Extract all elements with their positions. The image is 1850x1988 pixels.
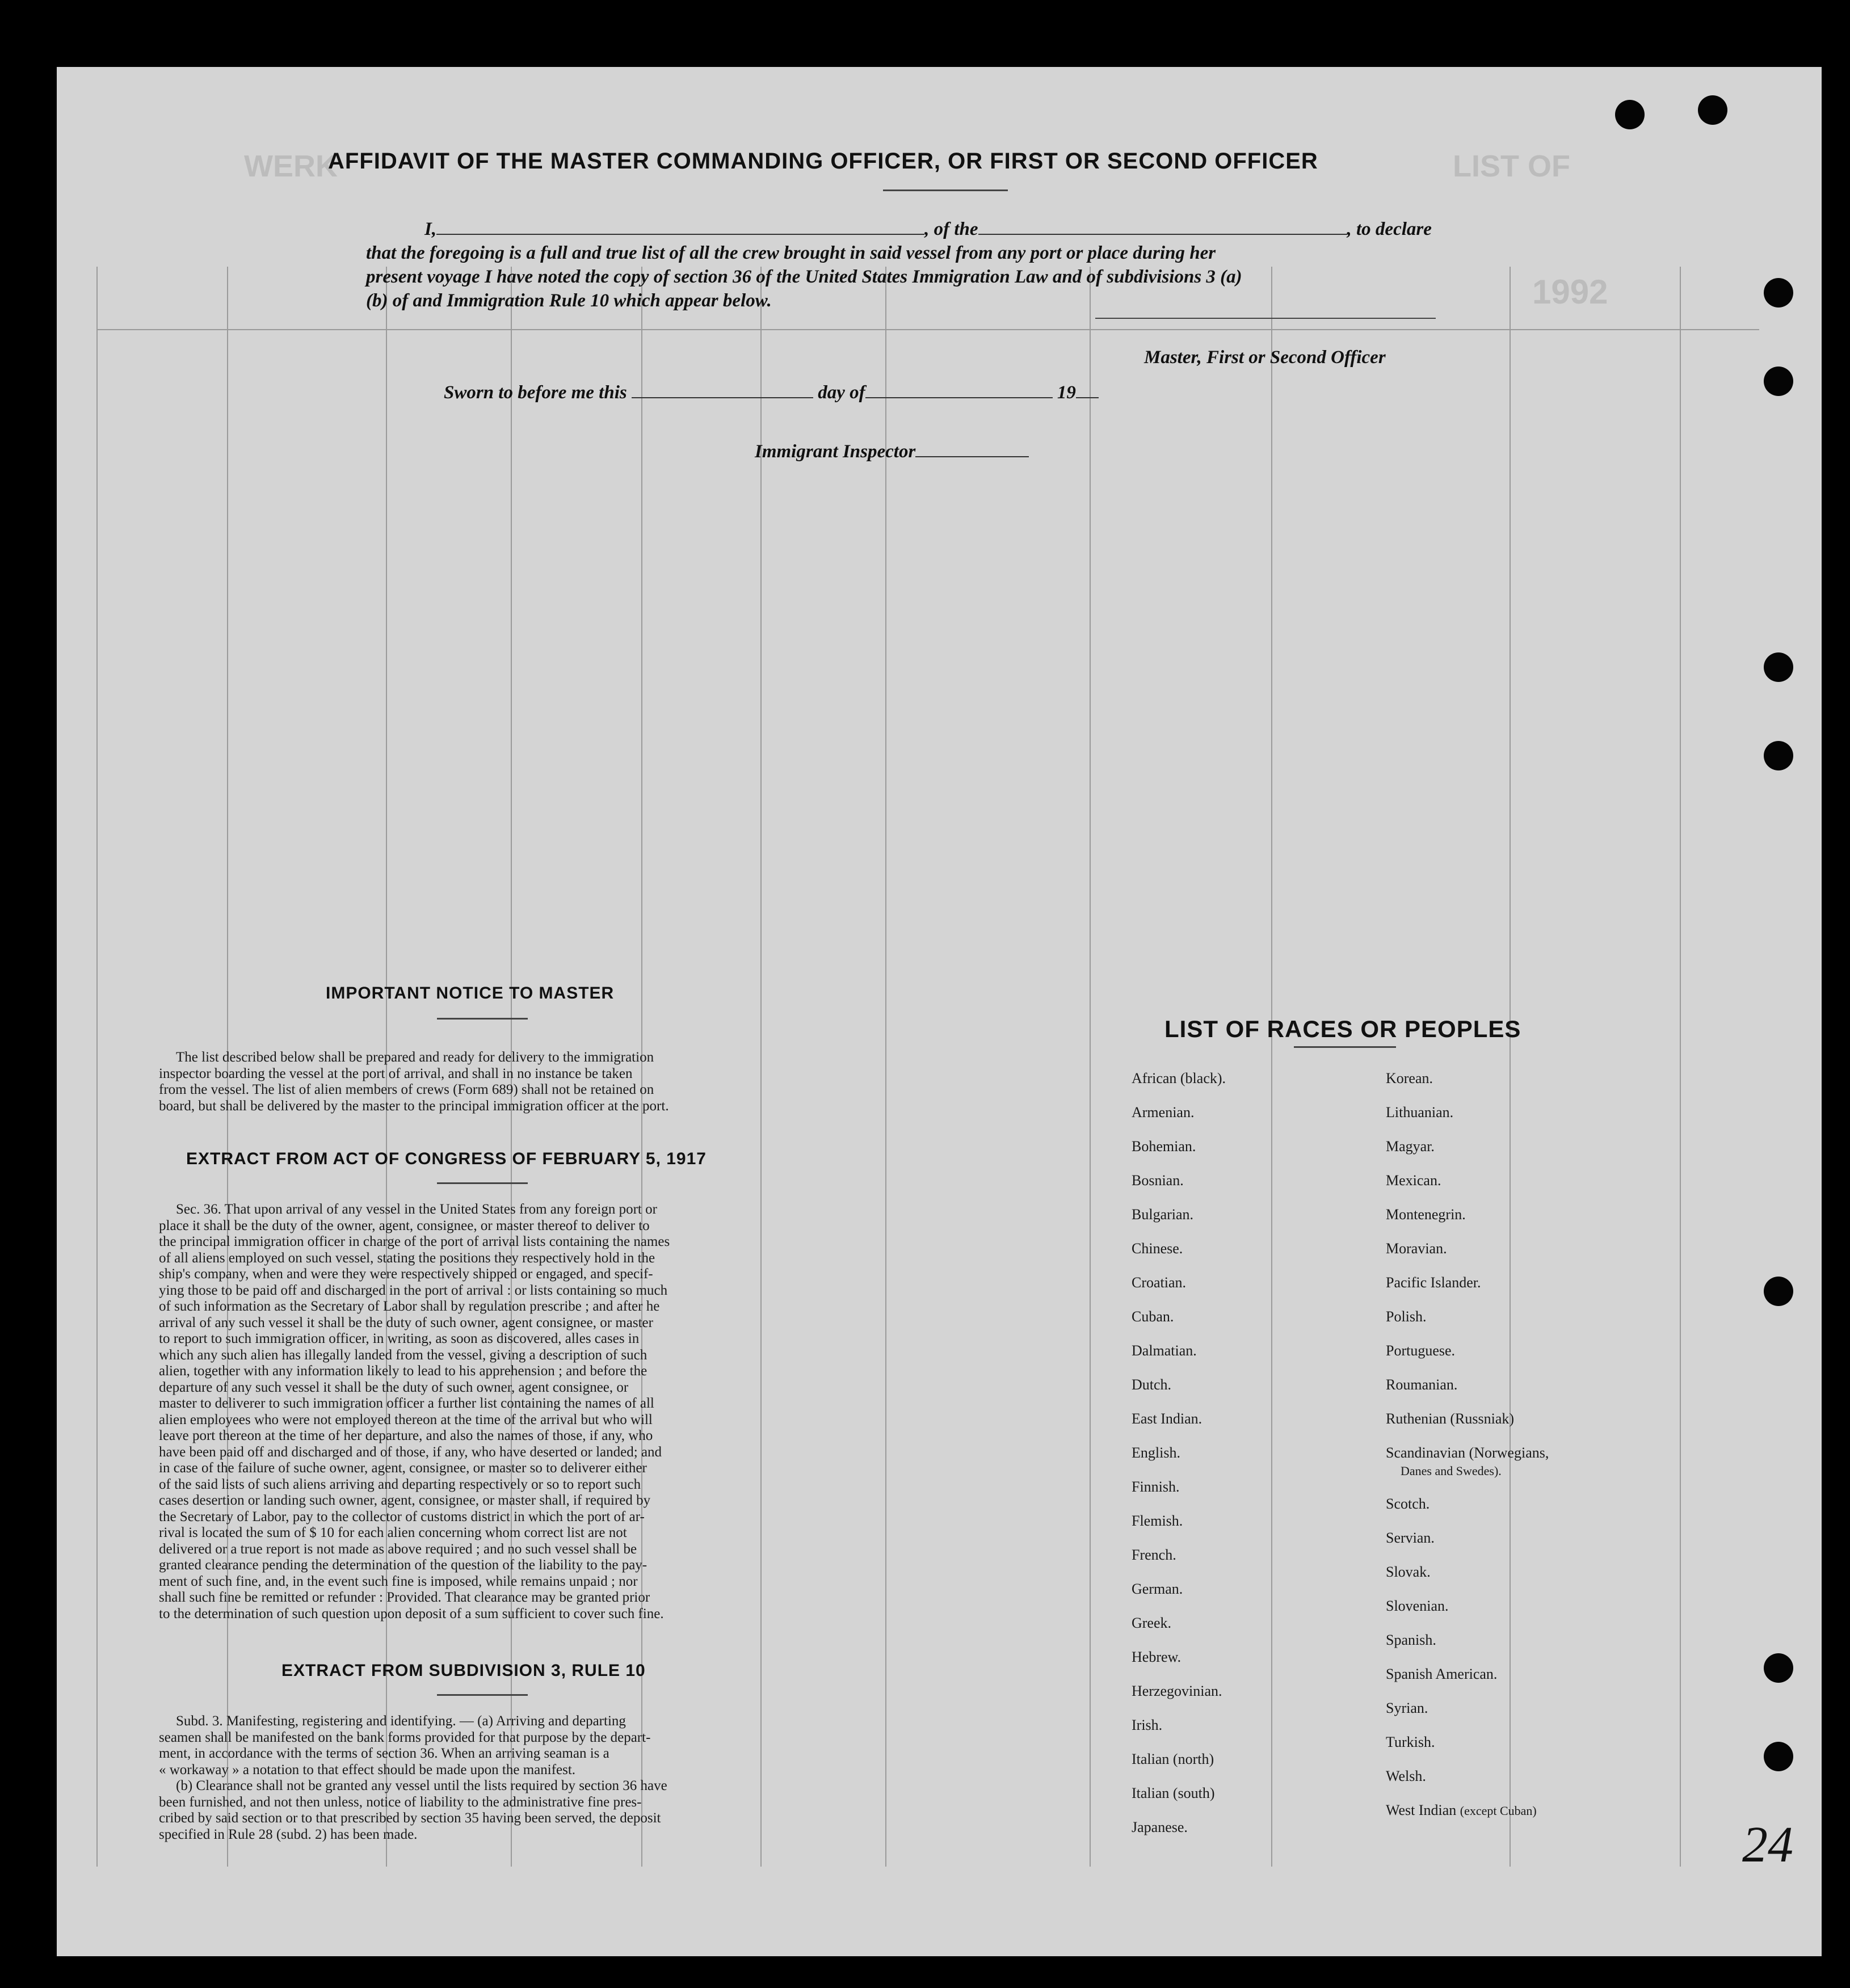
title-underline (883, 189, 1008, 191)
act-line: alien employees who were not employed thereon at the time of the arrival but who will (159, 1412, 653, 1427)
column-rule (1090, 267, 1091, 1867)
race-item: Spanish American. (1386, 1666, 1498, 1682)
notice-line: The list described below shall be prepared and ready for delivery to the immigration (176, 1050, 654, 1065)
sworn-label: Sworn to before me this (444, 382, 627, 403)
notice-body (159, 1050, 826, 1114)
column-rule (1271, 267, 1272, 1867)
act-line: shall such fine be remitted or refunder : Provided. That clearance may be granted prior (159, 1590, 650, 1605)
master-label: Master, First or Second Officer (1144, 347, 1386, 368)
race-item: Servian. (1386, 1530, 1435, 1546)
race-item: Irish. (1132, 1717, 1163, 1733)
race-item: German. (1132, 1581, 1183, 1597)
race-item: East Indian. (1132, 1410, 1203, 1427)
rule-line: specified in Rule 28 (subd. 2) has been made. (159, 1826, 418, 1842)
race-item: Polish. (1386, 1308, 1427, 1325)
act-line: of all aliens employed on such vessel, stating the positions they respectively hold in the (159, 1250, 655, 1266)
races-title: LIST OF RACES OR PEOPLES (1164, 1016, 1521, 1042)
day-blank[interactable] (632, 397, 813, 398)
act-line: leave port thereon at the time of her departure, and also the names of those, if any, who (159, 1428, 653, 1443)
notice-line: from the vessel. The list of alien members of crews (Form 689) shall not be retained on (159, 1082, 654, 1097)
vessel-blank[interactable] (978, 234, 1347, 235)
affidavit-of-the: , of the (924, 219, 978, 239)
month-blank[interactable] (865, 397, 1053, 398)
race-item: Welsh. (1386, 1768, 1426, 1784)
race-item: Montenegrin. (1386, 1206, 1466, 1223)
column-rule (96, 267, 98, 1867)
race-item: Pacific Islander. (1386, 1274, 1481, 1291)
punch-hole (1764, 741, 1793, 770)
affidavit-line-3: present voyage I have noted the copy of section 36 of the United States Immigration Law and of subdivisions 3 (a) (366, 267, 1242, 287)
punch-hole (1764, 652, 1793, 682)
race-item-label: West Indian (1386, 1802, 1457, 1818)
rule-line: « workaway » a notation to that effect should be made upon the manifest. (159, 1762, 576, 1778)
notice-underline (437, 1018, 528, 1020)
act-line: to report to such immigration officer, in writing, as soon as discovered, alles cases in (159, 1331, 640, 1346)
act-title: EXTRACT FROM ACT OF CONGRESS OF FEBRUARY 5, 1917 (186, 1149, 707, 1168)
affidavit-to-declare: , to declare (1347, 219, 1432, 239)
race-item: Ruthenian (Russniak) (1386, 1410, 1515, 1427)
act-line: Sec. 36. That upon arrival of any vessel in the United States from any foreign port or (176, 1202, 657, 1217)
punch-hole (1615, 100, 1645, 129)
rule-line: been furnished, and not then unless, notice of liability to the administrative fine pres- (159, 1794, 642, 1810)
affidavit-line-1 (424, 219, 1432, 240)
act-line: departure of any such vessel it shall be the duty of such owner, agent consignee, or (159, 1379, 629, 1395)
race-item: Flemish. (1132, 1513, 1183, 1529)
column-rule (1510, 267, 1511, 1867)
rule-line: cribed by said section or to that prescribed by section 35 having been served, the deposit (159, 1810, 661, 1826)
race-item: Cuban. (1132, 1308, 1174, 1325)
inspector-label: Immigrant Inspector (755, 441, 916, 462)
act-line: ship's company, when and were they were respectively shipped or engaged, and specif- (159, 1266, 653, 1282)
act-line: arrival of any such vessel it shall be the duty of such owner, agent consignee, or master (159, 1315, 653, 1330)
rule-line: (b) Clearance shall not be granted any vessel until the lists required by section 36 have (176, 1778, 667, 1793)
column-rule (1680, 267, 1681, 1867)
column-rule (885, 267, 886, 1867)
race-item: Hebrew. (1132, 1649, 1182, 1665)
race-item: Slovenian. (1386, 1598, 1449, 1614)
act-line: alien, together with any information likely to lead to his apprehension ; and before the (159, 1363, 648, 1379)
year-blank[interactable] (1076, 397, 1099, 398)
bleed-through-number: 1992 (1532, 273, 1608, 311)
affidavit-line-2: that the foregoing is a full and true list of all the crew brought in said vessel from any port or place during her (366, 243, 1216, 263)
bleed-through-header: WERK (244, 149, 338, 183)
punch-hole (1764, 1742, 1793, 1771)
act-body (159, 1202, 826, 1622)
race-item: Bohemian. (1132, 1138, 1196, 1155)
race-item: Chinese. (1132, 1240, 1183, 1257)
day-of-label: day of (818, 382, 865, 403)
race-item: Syrian. (1386, 1700, 1428, 1716)
rule-underline (437, 1694, 528, 1696)
race-item: Korean. (1386, 1070, 1433, 1086)
race-item: English. (1132, 1444, 1180, 1461)
act-line: place it shall be the duty of the owner, agent, consignee, or master thereof to deliver to (159, 1218, 650, 1233)
act-line: ying those to be paid off and discharged in the port of arrival : or lists containing so much (159, 1282, 668, 1298)
inspector-signature-blank[interactable] (915, 456, 1029, 457)
act-line: master to deliverer to such immigration officer a further list containing the names of all (159, 1396, 654, 1411)
affidavit-i: I, (424, 219, 437, 239)
name-blank[interactable] (436, 234, 924, 235)
punch-hole (1764, 1653, 1793, 1683)
race-item: Herzegovinian. (1132, 1683, 1222, 1699)
race-item: Dutch. (1132, 1376, 1172, 1393)
race-item: Spanish. (1386, 1632, 1436, 1648)
rule-line: seamen shall be manifested on the bank forms provided for that purpose by the depart- (159, 1729, 651, 1745)
race-item: Scandinavian (Norwegians, (1386, 1444, 1549, 1461)
act-line: granted clearance pending the determination of the question of the liability to the pay- (159, 1557, 648, 1573)
act-line: which any such alien has illegally landed from the vessel, giving a description of such (159, 1347, 648, 1363)
act-line: of the said lists of such aliens arriving and departing respectively or so to report such (159, 1476, 641, 1492)
rule-body (159, 1713, 826, 1843)
year-prefix: 19 (1057, 382, 1076, 403)
race-item: Bosnian. (1132, 1172, 1184, 1189)
race-item-note: (except Cuban) (1460, 1804, 1537, 1818)
act-line: ment of such fine, and, in the event such fine is imposed, while remains unpaid ; nor (159, 1573, 638, 1589)
act-line: rival is located the sum of $ 10 for each alien concerning whom correct list are not (159, 1525, 627, 1540)
punch-hole (1698, 95, 1727, 125)
notice-line: board, but shall be delivered by the master to the principal immigration officer at the port. (159, 1098, 669, 1114)
race-item: Mexican. (1386, 1172, 1441, 1189)
act-line: of such information as the Secretary of Labor shall by regulation prescribe ; and after he (159, 1299, 660, 1314)
race-item: Croatian. (1132, 1274, 1187, 1291)
race-item: Armenian. (1132, 1104, 1195, 1121)
sworn-line (444, 382, 1099, 403)
race-item: Japanese. (1132, 1819, 1188, 1835)
act-line: delivered or a true report is not made as above required ; and no such vessel shall be (159, 1541, 637, 1557)
punch-hole (1764, 367, 1793, 396)
race-item: Slovak. (1386, 1564, 1431, 1580)
affidavit-line-4: (b) of and Immigration Rule 10 which appear below. (366, 290, 772, 311)
race-item-continuation: Danes and Swedes). (1401, 1464, 1502, 1478)
act-underline (437, 1182, 528, 1184)
act-line: cases desertion or landing such owner, agent, consignee, or master shall, if required by (159, 1493, 651, 1508)
rule-line: Subd. 3. Manifesting, registering and identifying. — (a) Arriving and departing (176, 1713, 626, 1729)
race-item: French. (1132, 1547, 1176, 1563)
act-line: the principal immigration officer in charge of the port of arrival lists containing the names (159, 1234, 670, 1249)
page-number: 24 (1742, 1817, 1793, 1873)
race-item: Bulgarian. (1132, 1206, 1194, 1223)
header-rule (96, 329, 1759, 330)
punch-hole (1764, 278, 1793, 308)
race-item (1386, 1802, 1537, 1819)
race-item: Portuguese. (1386, 1342, 1456, 1359)
race-item: Moravian. (1386, 1240, 1447, 1257)
punch-hole (1764, 1277, 1793, 1306)
races-underline (1294, 1046, 1396, 1048)
rule-title: EXTRACT FROM SUBDIVISION 3, RULE 10 (281, 1661, 646, 1680)
race-item: Lithuanian. (1386, 1104, 1454, 1121)
race-item: Turkish. (1386, 1734, 1435, 1750)
act-line: have been paid off and discharged and of those, if any, who have deserted or landed; and (159, 1444, 662, 1460)
bleed-through-header: LIST OF (1453, 149, 1570, 183)
race-item: Finnish. (1132, 1479, 1180, 1495)
race-item: Dalmatian. (1132, 1342, 1197, 1359)
notice-title: IMPORTANT NOTICE TO MASTER (326, 984, 615, 1003)
master-signature-line (1095, 318, 1436, 319)
rule-line: ment, in accordance with the terms of section 36. When an arriving seaman is a (159, 1746, 609, 1761)
act-line: to the determination of such question upon deposit of a sum sufficient to cover such fine. (159, 1606, 664, 1621)
race-item: Greek. (1132, 1615, 1172, 1631)
race-item: Magyar. (1386, 1138, 1435, 1155)
race-item: Scotch. (1386, 1496, 1430, 1512)
race-item: Italian (south) (1132, 1785, 1215, 1801)
race-item: African (black). (1132, 1070, 1226, 1086)
inspector-line (755, 441, 1029, 462)
race-item: Italian (north) (1132, 1751, 1214, 1767)
race-item: Roumanian. (1386, 1376, 1458, 1393)
affidavit-title: AFFIDAVIT OF THE MASTER COMMANDING OFFICER, OR FIRST OR SECOND OFFICER (328, 149, 1318, 174)
act-line: in case of the failure of suche owner, agent, consignee, or master so to deliverer either (159, 1460, 647, 1476)
notice-line: inspector boarding the vessel at the port of arrival, and shall in no instance be taken (159, 1065, 633, 1081)
act-line: the Secretary of Labor, pay to the collector of customs district in which the port of ar- (159, 1509, 645, 1524)
